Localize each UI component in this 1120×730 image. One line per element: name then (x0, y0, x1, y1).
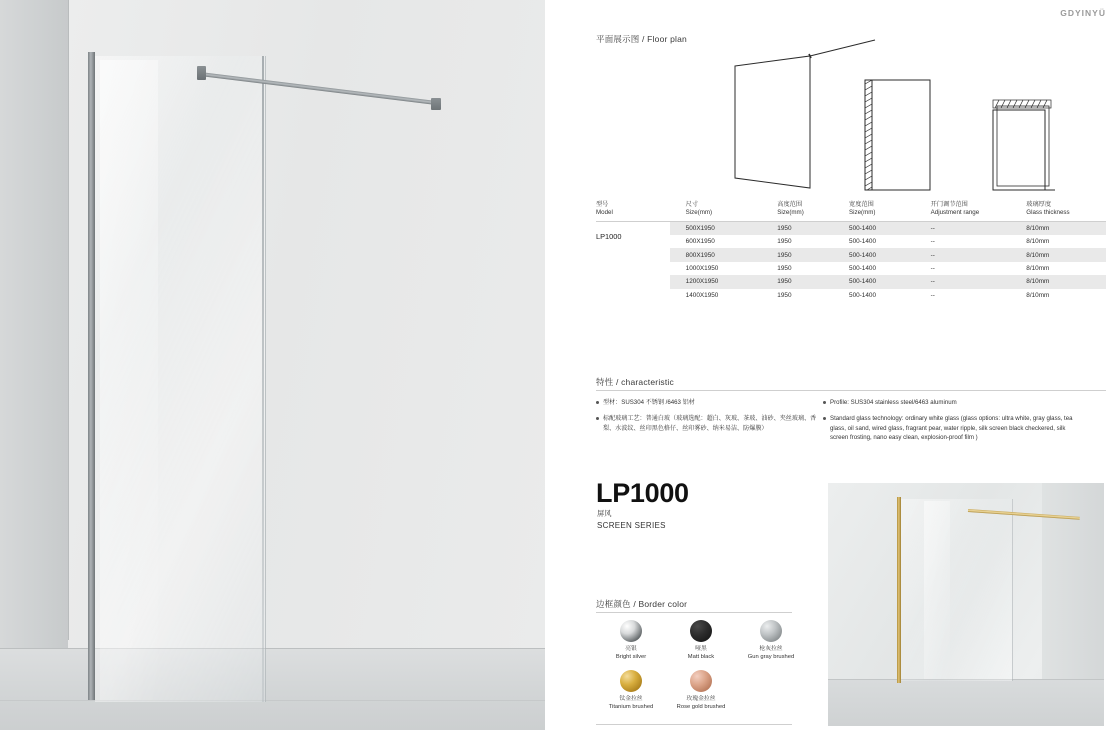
swatch-label-cn: 钛金拉丝 (619, 695, 643, 702)
cell-size: 1200X1950 (670, 275, 778, 288)
characteristic-list-en (823, 398, 1073, 450)
table-row (596, 248, 1106, 261)
brand-logo: GDYINYÜ (1060, 8, 1106, 18)
list-item (596, 398, 826, 407)
cell-height: 1950 (777, 248, 849, 261)
border-color-title: 边框颜色 / Border color (596, 599, 688, 609)
th-height-cn: 高度范围 (777, 201, 803, 208)
spec-table-head (596, 200, 1106, 222)
th-glass-cn: 玻璃厚度 (1026, 201, 1052, 208)
photo2-glass-highlight (924, 501, 950, 679)
cell-width: 500-1400 (849, 222, 931, 235)
list-item-text: 标配玻璃工艺：普通白玻（玻璃选配：超白、灰玻、茶玻、油砂、夹丝玻璃、香梨、水波纹、丝印黑色格仔、丝印雾砂、纳米易洁、防爆膜） (603, 415, 817, 432)
list-item (823, 414, 1073, 442)
swatch-label-cn: 玫瑰金拉丝 (686, 695, 716, 702)
table-row (596, 275, 1106, 288)
list-item-text: Standard glass technology: ordinary white glass (glass options: ultra white, gray glass, tea glass, oil sand, wired glass, fragrant pear, water ripple, silk screen black checkered, silk screen frosting, nano easy clean, explosion-proof film ) (830, 415, 1073, 442)
bullet-icon (823, 417, 826, 420)
photo-floor (0, 648, 545, 730)
cell-height: 1950 (777, 238, 792, 246)
cell-adjust: -- (930, 291, 935, 299)
photo-floor-line (0, 648, 545, 649)
floor-plan-diagrams (725, 38, 1085, 198)
photo2-floor (828, 680, 1104, 726)
th-glass-en: Glass thickness (1026, 209, 1070, 217)
product-photo-main (0, 0, 545, 730)
cell-adjust: -- (931, 248, 1027, 261)
cell-glass: 8/10mm (1026, 275, 1106, 288)
photo-glass-highlight (100, 60, 158, 700)
photo-floor-seam (0, 700, 545, 701)
swatch-label-en: Gun gray brushed (747, 654, 795, 661)
cell-size: 500X1950 (670, 222, 778, 235)
cell-adjust: -- (931, 275, 1027, 288)
characteristic-list-cn (596, 398, 826, 440)
cell-width: 500-1400 (849, 275, 931, 288)
color-swatch-bright-silver[interactable] (620, 620, 642, 642)
page-title: LP1000 (596, 478, 689, 508)
list-item (596, 414, 826, 433)
list-item-text: Profile: SUS304 stainless steel/6463 aluminum (830, 399, 957, 406)
swatch-item[interactable] (596, 620, 666, 662)
th-size-cn: 尺寸 (685, 201, 699, 208)
photo-wall-profile (88, 52, 95, 700)
cell-height: 1950 (777, 275, 849, 288)
product-photo-secondary (828, 483, 1104, 726)
spec-table-body (596, 222, 1106, 302)
floor-plan-svg (725, 38, 1085, 198)
th-model-en: Model (596, 209, 613, 217)
cell-height: 1950 (777, 291, 792, 299)
table-header-row (596, 200, 1106, 222)
color-swatch-matt-black[interactable] (690, 620, 712, 642)
swatch-item[interactable] (666, 670, 736, 712)
photo2-glass-panel (900, 499, 1013, 681)
cell-width: 500-1400 (849, 248, 931, 261)
photo-glass-edge (262, 56, 264, 702)
th-height-en: Size(mm) (777, 209, 804, 217)
cell-width: 500-1400 (849, 238, 877, 246)
th-adjust-cn: 开门调节范围 (930, 201, 968, 208)
color-swatch-rose-gold-brushed[interactable] (690, 670, 712, 692)
cell-model (596, 222, 670, 235)
swatch-label-cn: 亮银 (625, 646, 637, 652)
border-color-swatches (596, 620, 806, 720)
cell-model (596, 289, 670, 302)
cell-adjust: -- (930, 238, 935, 246)
cell-size: 800X1950 (670, 248, 778, 261)
th-width (849, 200, 931, 222)
th-model-cn: 型号 (596, 201, 609, 208)
table-row (596, 262, 1106, 275)
border-color-bottom-rule (596, 724, 792, 725)
photo-support-bar-mount (197, 66, 206, 80)
photo-wall-corner (68, 0, 69, 640)
list-item (823, 398, 1073, 407)
swatch-item[interactable] (596, 670, 666, 712)
bullet-icon (596, 401, 599, 404)
table-row (596, 235, 1106, 248)
cell-height: 1950 (777, 222, 849, 235)
color-swatch-titanium-brushed[interactable] (620, 670, 642, 692)
cell-model (596, 248, 670, 261)
cell-glass: 8/10mm (1026, 222, 1106, 235)
th-height (777, 200, 849, 222)
list-item-text: 型材：SUS304 不锈钢 /6463 铝材 (603, 399, 695, 406)
cell-glass: 8/10mm (1026, 291, 1050, 299)
page-subtitle-cn: 屏风 (597, 509, 612, 518)
cell-glass: 8/10mm (1026, 238, 1050, 246)
table-model-value: LP1000 (596, 232, 622, 241)
cell-model (596, 262, 670, 275)
cell-glass: 8/10mm (1026, 248, 1106, 261)
photo-support-bar-cap (431, 98, 441, 110)
photo2-gold-profile (897, 497, 901, 683)
color-swatch-gun-gray-brushed[interactable] (760, 620, 782, 642)
spec-sheet (545, 0, 1120, 730)
cell-model (596, 235, 670, 248)
characteristic-rule (596, 390, 1106, 391)
swatch-label-en: Rose gold brushed (676, 704, 726, 711)
cell-width: 500-1400 (849, 265, 877, 273)
th-width-en: Size(mm) (849, 209, 876, 217)
th-glass (1026, 200, 1106, 222)
photo-side-wall (0, 0, 68, 730)
swatch-label-en: Matt black (687, 654, 715, 661)
th-width-cn: 宽度范围 (849, 201, 874, 208)
cell-width: 500-1400 (849, 291, 877, 299)
characteristic-title: 特性 / characteristic (596, 377, 674, 387)
th-size-en: Size(mm) (685, 209, 713, 217)
floor-plan-title: 平面展示图 / Floor plan (596, 34, 687, 44)
cell-adjust: -- (931, 222, 1027, 235)
swatch-label-en: Titanium brushed (608, 704, 654, 711)
cell-size: 600X1950 (685, 238, 715, 246)
border-color-rule (596, 612, 792, 613)
cell-height: 1950 (777, 265, 792, 273)
spec-table (596, 200, 1106, 302)
cell-adjust: -- (930, 265, 935, 273)
swatch-label-cn: 枪灰拉丝 (759, 646, 783, 652)
table-row (596, 222, 1106, 235)
th-size (670, 200, 778, 222)
cell-model (596, 275, 670, 288)
table-row (596, 289, 1106, 302)
swatch-item[interactable] (666, 620, 736, 662)
th-adjust (931, 200, 1027, 222)
th-model (596, 200, 670, 222)
bullet-icon (596, 417, 599, 420)
page-subtitle-en: SCREEN SERIES (597, 521, 666, 530)
swatch-label-en: Bright silver (615, 654, 647, 661)
bullet-icon (823, 401, 826, 404)
th-adjust-en: Adjustment range (930, 209, 980, 217)
swatch-item[interactable] (736, 620, 806, 662)
cell-size: 1000X1950 (685, 265, 719, 273)
cell-size: 1400X1950 (685, 291, 719, 299)
swatch-label-cn: 哑黑 (695, 646, 707, 652)
cell-glass: 8/10mm (1026, 265, 1050, 273)
